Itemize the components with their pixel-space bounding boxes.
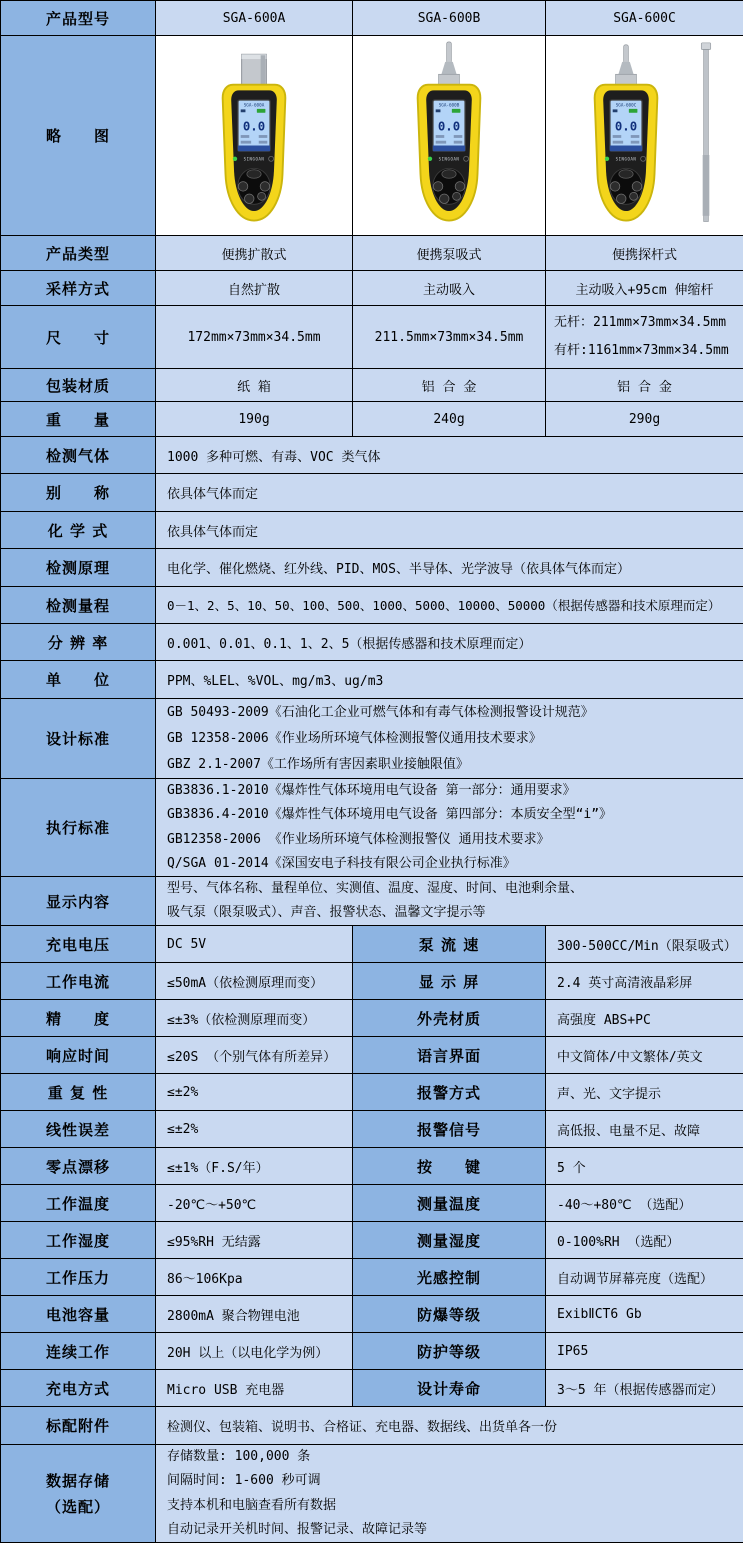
spec-value: Micro USB 充电器: [156, 1370, 353, 1407]
resolution-value: 0.001、0.01、0.1、1、2、5（根据传感器和技术原理而定）: [156, 624, 743, 661]
packaging-a: 纸 箱: [156, 369, 353, 402]
data-storage-line: 间隔时间: 1-600 秒可调: [167, 1473, 321, 1488]
model-name-a: SGA-600A: [156, 1, 353, 36]
exec-standards-value: [156, 779, 743, 877]
spec-value: 2.4 英寸高清液晶彩屏: [546, 963, 743, 1000]
table-row: [1, 474, 743, 512]
table-row: [1, 1148, 743, 1185]
table-row: [1, 926, 743, 963]
exec-standard-line: Q/SGA 01-2014《深国安电子科技有限公司企业执行标准》: [167, 856, 516, 871]
table-row: [1, 587, 743, 624]
spec-value: IP65: [546, 1333, 743, 1370]
brand-text: SINGOAN: [615, 156, 636, 162]
table-row: [1, 1074, 743, 1111]
spec-value: ≤±2%: [156, 1074, 353, 1111]
table-row: [1, 1037, 743, 1074]
label-sampling-method: 采样方式: [1, 271, 156, 306]
accessories-value: 检测仪、包装箱、说明书、合格证、充电器、数据线、出货单各一份: [156, 1407, 743, 1445]
label-exec-standards: 执行标准: [1, 779, 156, 877]
table-row: [1, 1000, 743, 1037]
spec-label: 防爆等级: [353, 1296, 546, 1333]
alias-value: 依具体气体而定: [156, 474, 743, 512]
spec-value: 声、光、文字提示: [546, 1074, 743, 1111]
power-led: [428, 156, 432, 160]
probe-rod: [623, 44, 628, 62]
spec-value: 高强度 ABS+PC: [546, 1000, 743, 1037]
label-dimensions: 尺 寸: [1, 306, 156, 369]
speaker-icon: [436, 109, 441, 112]
spec-label: 工作温度: [1, 1185, 156, 1222]
table-row: [1, 779, 743, 877]
rod-cap: [701, 42, 711, 49]
label-product-model: 产品型号: [1, 1, 156, 36]
spec-label: 精 度: [1, 1000, 156, 1037]
power-led: [604, 156, 608, 160]
table-row: [1, 1259, 743, 1296]
table-row: [1, 402, 743, 437]
exec-standard-line: GB12358-2006 《作业场所环境气体检测报警仪 通用技术要求》: [167, 831, 550, 847]
screen-model-text: SGA-600C: [615, 103, 636, 109]
table-row: [1, 963, 743, 1000]
table-row: [1, 1370, 743, 1407]
display-content-line: 吸气泵（限泵吸式）、声音、报警状态、温馨文字提示等: [167, 905, 486, 920]
detected-gas-value: 1000 多种可燃、有毒、VOC 类气体: [156, 437, 743, 474]
screen-model-text: SGA-600A: [243, 103, 265, 109]
packaging-c: 铝 合 金: [546, 369, 743, 402]
table-row: [1, 1296, 743, 1333]
spec-value: ≤±2%: [156, 1111, 353, 1148]
data-storage-value: [156, 1445, 743, 1543]
battery-icon: [452, 108, 461, 112]
spec-value: 86～106Kpa: [156, 1259, 353, 1296]
spec-label: 连续工作: [1, 1333, 156, 1370]
label-detected-gas: 检测气体: [1, 437, 156, 474]
label-data-storage: [1, 1445, 156, 1543]
detection-principle-value: 电化学、催化燃烧、红外线、PID、MOS、半导体、光学波导（依具体气体而定）: [156, 549, 743, 587]
table-row: [1, 437, 743, 474]
table-row: [1, 306, 743, 369]
design-standards-value: [156, 699, 743, 779]
table-row: [1, 1111, 743, 1148]
label-product-type: 产品类型: [1, 236, 156, 271]
spec-label: 响应时间: [1, 1037, 156, 1074]
label-units: 单 位: [1, 661, 156, 699]
spec-value: ≤±1%（F.S/年）: [156, 1148, 353, 1185]
model-name-b: SGA-600B: [353, 1, 546, 36]
table-row: [1, 661, 743, 699]
dimensions-b: 211.5mm×73mm×34.5mm: [353, 306, 546, 369]
spec-value: 3～5 年（根据传感器而定）: [546, 1370, 743, 1407]
probe-cone: [618, 61, 633, 73]
display-content-line: 型号、气体名称、量程单位、实测值、温度、湿度、时间、电池剩余量、: [167, 880, 584, 896]
device-photo-sga-600c: [546, 36, 743, 236]
label-resolution: 分 辨 率: [1, 624, 156, 661]
product-type-b: 便携泵吸式: [353, 236, 546, 271]
label-sketch: 略 图: [1, 36, 156, 236]
spec-value: ≤95%RH 无结露: [156, 1222, 353, 1259]
exec-standard-line: GB3836.4-2010《爆炸性气体环境用电气设备 第四部分：本质安全型“i”》: [167, 807, 613, 822]
spec-label: 按 键: [353, 1148, 546, 1185]
spec-label: 泵 流 速: [353, 926, 546, 963]
table-row: [1, 877, 743, 926]
table-row: [1, 1407, 743, 1445]
detection-range-value: 0－1、2、5、10、50、100、500、1000、5000、10000、50000（根据传感器和技术原理而定）: [156, 587, 743, 624]
data-storage-label-line1: 数据存储: [45, 1471, 110, 1490]
dimensions-a: 172mm×73mm×34.5mm: [156, 306, 353, 369]
display-content-value: [156, 877, 743, 926]
table-row: [1, 236, 743, 271]
device-photo-sga-600b: [353, 36, 546, 236]
spec-label: 光感控制: [353, 1259, 546, 1296]
probe-cone: [441, 61, 456, 73]
units-value: PPM、%LEL、%VOL、mg/m3、ug/m3: [156, 661, 743, 699]
spec-label: 外壳材质: [353, 1000, 546, 1037]
weight-c: 290g: [546, 402, 743, 437]
spec-label: 测量温度: [353, 1185, 546, 1222]
screen-reading: 0.0: [437, 118, 461, 133]
weight-b: 240g: [353, 402, 546, 437]
spec-label: 充电方式: [1, 1370, 156, 1407]
spec-label: 报警信号: [353, 1111, 546, 1148]
model-name-c: SGA-600C: [546, 1, 743, 36]
gas-detector-pump-image: [374, 41, 524, 231]
battery-icon: [257, 108, 266, 112]
gas-detector-probe-image: [567, 41, 685, 231]
screen-model-text: SGA-600B: [438, 103, 460, 109]
design-standard-line: GB 12358-2006《作业场所环境气体检测报警仪通用技术要求》: [167, 730, 542, 746]
spec-label: 零点漂移: [1, 1148, 156, 1185]
table-row: [1, 1185, 743, 1222]
spec-label: 工作压力: [1, 1259, 156, 1296]
packaging-b: 铝 合 金: [353, 369, 546, 402]
spec-value: 300-500CC/Min（限泵吸式）: [546, 926, 743, 963]
telescopic-rod-image: [689, 41, 723, 231]
sampling-c: 主动吸入+95cm 伸缩杆: [546, 271, 743, 306]
spec-value: -40～+80℃ （选配）: [546, 1185, 743, 1222]
label-packaging: 包装材质: [1, 369, 156, 402]
spec-label: 工作电流: [1, 963, 156, 1000]
product-type-c: 便携探杆式: [546, 236, 743, 271]
power-led: [233, 156, 237, 160]
sampling-b: 主动吸入: [353, 271, 546, 306]
table-row: [1, 369, 743, 402]
label-detection-range: 检测量程: [1, 587, 156, 624]
spec-value: 5 个: [546, 1148, 743, 1185]
label-chemical-formula: 化 学 式: [1, 512, 156, 549]
brand-text: SINGOAN: [243, 156, 265, 162]
table-row: [1, 1222, 743, 1259]
spec-label: 线性误差: [1, 1111, 156, 1148]
spec-value: DC 5V: [156, 926, 353, 963]
spec-label: 防护等级: [353, 1333, 546, 1370]
data-storage-label-line2: （选配）: [45, 1497, 110, 1516]
product-type-a: 便携扩散式: [156, 236, 353, 271]
spec-value: ≤50mA（依检测原理而变）: [156, 963, 353, 1000]
spec-value: 高低报、电量不足、故障: [546, 1111, 743, 1148]
design-standard-line: GBZ 2.1-2007《工作场所有害因素职业接触限值》: [167, 756, 469, 772]
screen-reading: 0.0: [614, 118, 637, 133]
spec-label: 报警方式: [353, 1074, 546, 1111]
screen-reading: 0.0: [242, 118, 266, 133]
weight-a: 190g: [156, 402, 353, 437]
table-row: [1, 549, 743, 587]
label-detection-principle: 检测原理: [1, 549, 156, 587]
spec-label: 测量湿度: [353, 1222, 546, 1259]
table-row: [1, 624, 743, 661]
spec-label: 语言界面: [353, 1037, 546, 1074]
gas-detector-diffusion-image: [179, 41, 329, 231]
table-row: [1, 271, 743, 306]
spec-value: 0-100%RH （选配）: [546, 1222, 743, 1259]
spec-value: 自动调节屏幕亮度（选配）: [546, 1259, 743, 1296]
speaker-icon: [241, 109, 246, 112]
battery-icon: [628, 108, 637, 112]
data-storage-line: 存储数量: 100,000 条: [167, 1448, 311, 1464]
speaker-icon: [612, 109, 617, 112]
table-row: [1, 512, 743, 549]
table-row: [1, 1445, 743, 1543]
label-accessories: 标配附件: [1, 1407, 156, 1445]
table-row: [1, 1, 743, 36]
label-alias: 别 称: [1, 474, 156, 512]
table-row: [1, 36, 743, 236]
table-row: [1, 699, 743, 779]
device-photo-sga-600a: [156, 36, 353, 236]
chemical-formula-value: 依具体气体而定: [156, 512, 743, 549]
dimensions-c-line2: 有杆:1161mm×73mm×34.5mm: [554, 343, 729, 358]
dimensions-c-line1: 无杆：211mm×73mm×34.5mm: [554, 315, 727, 330]
data-storage-line: 自动记录开关机时间、报警记录、故障记录等: [167, 1522, 428, 1537]
table-row: [1, 1333, 743, 1370]
spec-value: 中文简体/中文繁体/英文: [546, 1037, 743, 1074]
spec-value: ≤20S （个别气体有所差异）: [156, 1037, 353, 1074]
spec-value: ExibⅡCT6 Gb: [546, 1296, 743, 1333]
exec-standard-line: GB3836.1-2010《爆炸性气体环境用电气设备 第一部分：通用要求》: [167, 782, 576, 798]
data-storage-line: 支持本机和电脑查看所有数据: [167, 1497, 337, 1513]
spec-label: 电池容量: [1, 1296, 156, 1333]
label-weight: 重 量: [1, 402, 156, 437]
spec-value: ≤±3%（依检测原理而变）: [156, 1000, 353, 1037]
spec-value: 2800mA 聚合物锂电池: [156, 1296, 353, 1333]
dimensions-c: [546, 306, 743, 369]
probe-rod: [447, 41, 452, 62]
spec-value: -20℃～+50℃: [156, 1185, 353, 1222]
spec-label: 重 复 性: [1, 1074, 156, 1111]
spec-label: 工作湿度: [1, 1222, 156, 1259]
spec-label: 显 示 屏: [353, 963, 546, 1000]
design-standard-line: GB 50493-2009《石油化工企业可燃气体和有毒气体检测报警设计规范》: [167, 704, 594, 720]
spec-label: 充电电压: [1, 926, 156, 963]
spec-value: 20H 以上（以电化学为例）: [156, 1333, 353, 1370]
sampling-a: 自然扩散: [156, 271, 353, 306]
spec-label: 设计寿命: [353, 1370, 546, 1407]
label-design-standards: 设计标准: [1, 699, 156, 779]
label-display-content: 显示内容: [1, 877, 156, 926]
brand-text: SINGOAN: [438, 156, 460, 162]
